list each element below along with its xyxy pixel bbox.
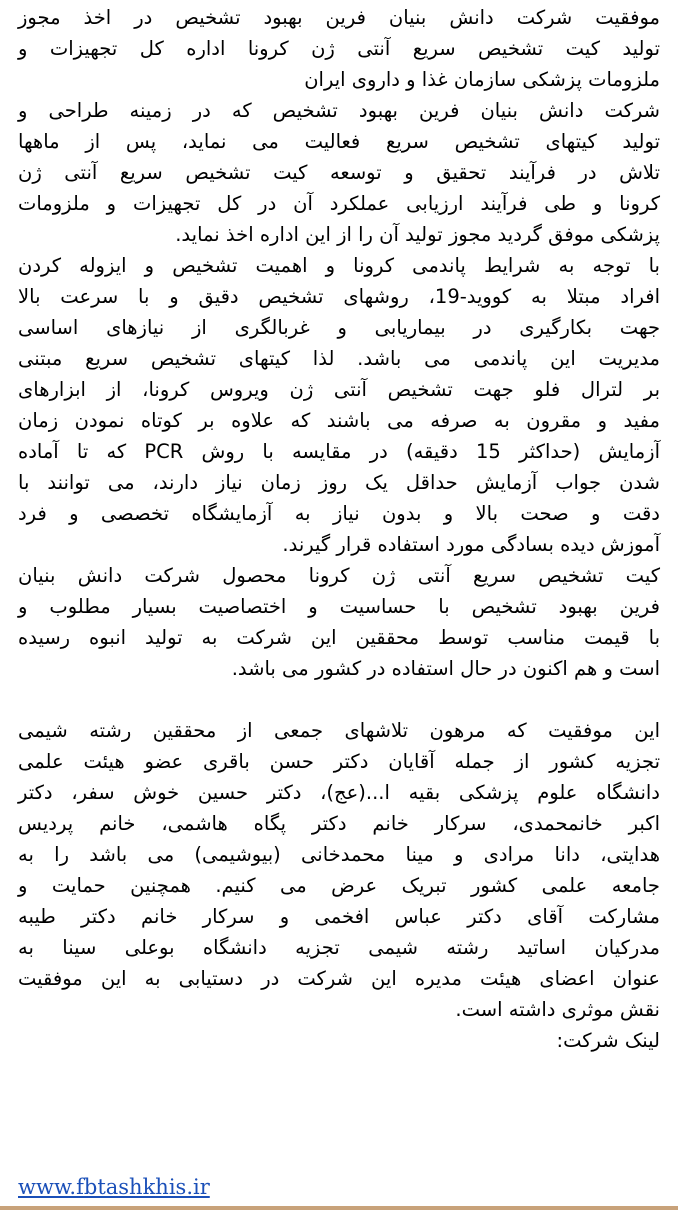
paragraph-pandemic <box>18 250 660 560</box>
paragraph-line: با قیمت مناسب توسط محققین این شرکت به تولید انبوه رسیده <box>18 626 660 649</box>
headline-line: ملزومات پزشکی سازمان غذا و داروی ایران <box>304 68 660 91</box>
paragraph-line: آزمایش (حداکثر 15 دقیقه) در مقایسه با روش PCR که تا آماده <box>18 440 660 463</box>
bottom-divider <box>0 1206 678 1210</box>
article-body <box>18 2 660 1056</box>
paragraph-line: فرین بهبود تشخیص با حساسیت و اختصاصیت بسیار مطلوب و <box>18 595 660 618</box>
paragraph-line: مفید و مقرون به صرفه می باشند که علاوه بر کوتاه نمودن زمان <box>18 409 660 432</box>
paragraph-line: آموزش دیده بسادگی مورد استفاده قرار گیرند. <box>282 533 660 556</box>
paragraph-line: تلاش در فرآیند تحقیق و توسعه کیت تشخیص سریع آنتی ژن <box>18 161 660 184</box>
paragraph-line: است و هم اکنون در حال استفاده در کشور می باشد. <box>231 657 660 680</box>
paragraph-line: پزشکی موفق گردید مجوز تولید آن را از این اداره اخذ نماید. <box>175 223 660 246</box>
paragraph-line: مشارکت آقای دکتر عباس افخمی و سرکار خانم دکتر طیبه <box>18 905 660 928</box>
paragraph-line: جامعه علمی کشور تبریک عرض می کنیم. همچنین حمایت و <box>18 874 660 897</box>
paragraph-line: اکبر خانمحمدی، سرکار خانم دکتر پگاه هاشمی، خانم پردیس <box>18 812 660 835</box>
paragraph-line: دانشگاه علوم پزشکی بقیه ا...(عج)، دکتر حسین خوش سفر، دکتر <box>18 781 660 804</box>
paragraph-line: با توجه به شرایط پاندمی کرونا و اهمیت تشخیص و ایزوله کردن <box>18 254 660 277</box>
paragraph-line: نقش موثری داشته است. <box>455 998 660 1021</box>
paragraph-line: عنوان اعضای هیئت مدیره این شرکت در دستیابی به این موفقیت <box>18 967 660 990</box>
paragraph-gap <box>18 684 660 715</box>
paragraph-line: این موفقیت که مرهون تلاشهای جمعی از محققین رشته شیمی <box>18 719 660 742</box>
paragraph-line: افراد مبتلا به کووید-19، روشهای تشخیص دقیق و با سرعت بالا <box>18 285 660 308</box>
paragraph-acknowledgements <box>18 715 660 1025</box>
paragraph-line: دقت و صحت بالا و بدون نیاز به آزمایشگاه تخصصی و فرد <box>18 502 660 525</box>
paragraph-product <box>18 560 660 684</box>
paragraph-line: کیت تشخیص سریع آنتی ژن کرونا محصول شرکت دانش بنیان <box>18 564 660 587</box>
paragraph-line: مدیریت این پاندمی می باشد. لذا کیتهای تشخیص سریع مبتنی <box>18 347 660 370</box>
paragraph-approval <box>18 95 660 250</box>
paragraph-line: هدایتی، دانا مرادی و مینا محمدخانی (بیوشیمی) می باشد را به <box>18 843 660 866</box>
paragraph-line: مدرکیان اساتید رشته شیمی تجزیه دانشگاه بوعلی سینا به <box>18 936 660 959</box>
paragraph-line: بر لترال فلو جهت تشخیص آنتی ژن ویروس کرونا، از ابزارهای <box>18 378 660 401</box>
paragraph-line: تولید کیتهای تشخیص سریع فعالیت می نماید، پس از ماهها <box>18 130 660 153</box>
paragraph-line: شدن جواب آزمایش حداقل یک روز زمان نیاز دارند، می توانند با <box>18 471 660 494</box>
company-website-link[interactable]: www.fbtashkhis.ir <box>18 1175 210 1199</box>
paragraph-line: جهت بکارگیری در بیماریابی و غربالگری از نیازهای اساسی <box>18 316 660 339</box>
headline <box>18 2 660 95</box>
headline-line: موفقیت شرکت دانش بنیان فرین بهبود تشخیص در اخذ مجوز <box>18 6 660 29</box>
paragraph-line: کرونا و طی فرآیند ارزیابی عملکرد آن در کل تجهیزات و ملزومات <box>18 192 660 215</box>
paragraph-line: تجزیه کشور از جمله آقایان دکتر حسن باقری عضو هیئت علمی <box>18 750 660 773</box>
headline-line: تولید کیت تشخیص سریع آنتی ژن کرونا اداره کل تجهیزات و <box>18 37 660 60</box>
company-link-label: لینک شرکت: <box>556 1029 660 1052</box>
paragraph-line: شرکت دانش بنیان فرین بهبود تشخیص که در زمینه طراحی و <box>18 99 660 122</box>
